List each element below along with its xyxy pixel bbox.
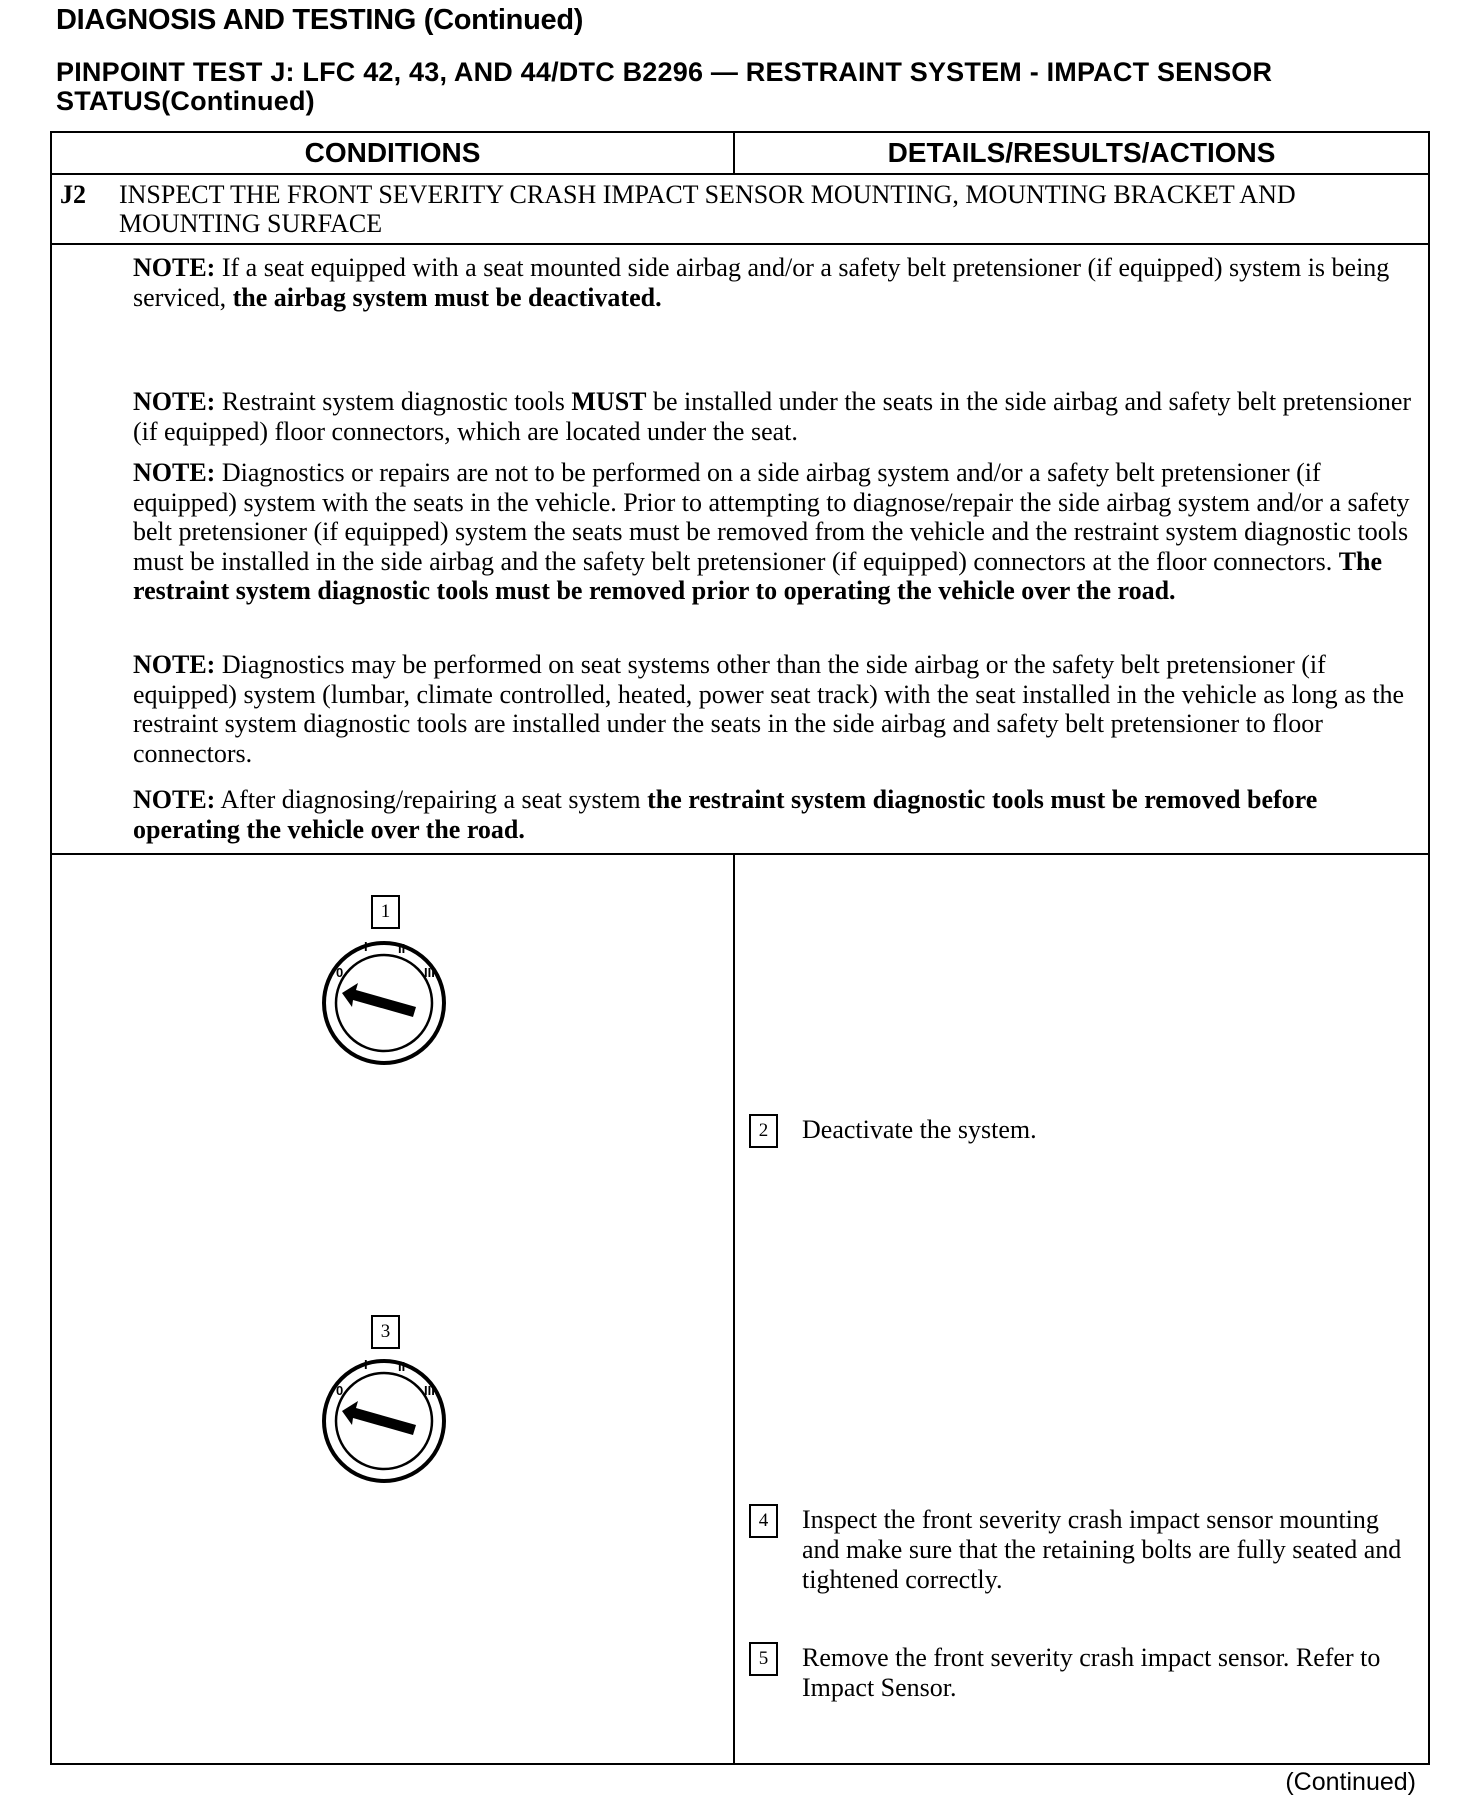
continued-label: (Continued) (1285, 1768, 1416, 1796)
ignition-mark-0: 0 (336, 1383, 344, 1398)
note-bold-text: The restraint system diagnostic tools must be removed prior to operating the vehicle over the road. (133, 546, 1383, 605)
action-text: Inspect the front severity crash impact sensor mounting and make sure that the retaining bolts are fully seated and tightened correctly. (802, 1505, 1402, 1594)
details-column-header: DETAILS/RESULTS/ACTIONS (887, 137, 1276, 168)
ignition-mark-3: III (424, 965, 435, 980)
step-id: J2 (60, 180, 86, 209)
note-bold-text: the restraint system diagnostic tools must be removed before operating the vehicle over the road. (133, 785, 1318, 844)
step-number-box: 2 (749, 1114, 778, 1148)
ignition-switch-icon (318, 937, 450, 1069)
note-text: After diagnosing/repairing a seat system (215, 785, 648, 814)
note-text: Restraint system diagnostic tools (215, 387, 572, 416)
step-title: INSPECT THE FRONT SEVERITY CRASH IMPACT SENSOR MOUNTING, MOUNTING BRACKET AND MOUNTING SURFACE (119, 180, 1296, 238)
note-paragraph (133, 785, 1422, 844)
note-bold-text: the airbag system must be deactivated. (232, 282, 662, 312)
note-text: Diagnostics may be performed on seat systems other than the side airbag or the safety belt pretensioner (if equipped) system (lumbar, climate controlled, heated, power seat track) with the seat installed in the vehicle as long as the restraint system diagnostic tools are installed under the seats in the side airbag and safety belt pretensioner to floor connectors. (133, 650, 1405, 768)
note-paragraph (133, 458, 1422, 606)
ignition-mark-3: III (424, 1383, 435, 1398)
pinpoint-test-table (50, 131, 1430, 1765)
step-number-box: 5 (749, 1642, 778, 1676)
column-divider (733, 855, 735, 1763)
note-text: Diagnostics or repairs are not to be performed on a side airbag system and/or a safety belt pretensioner (if equipped) system with the seats in the vehicle. Prior to attempting to diagnose/repair the side airbag system and/or a safety belt pretensioner (if equipped) system the seats must be removed from the vehicle and the restraint system diagnostic tools must be installed in the side airbag and the safety belt pretensioner (if equipped) connectors at the floor connectors. (133, 458, 1410, 576)
ignition-mark-0: 0 (336, 965, 344, 980)
note-label: NOTE: (133, 253, 216, 282)
section-title: DIAGNOSIS AND TESTING (Continued) (56, 4, 584, 36)
notes-section (52, 245, 1428, 855)
step-number-box: 1 (371, 895, 400, 929)
note-text: If a seat equipped with a seat mounted side airbag and/or a safety belt pretensioner (if equipped) system is being serviced, (133, 253, 1390, 312)
note-label: NOTE: (133, 458, 216, 487)
pinpoint-test-title: PINPOINT TEST J: LFC 42, 43, AND 44/DTC B2296 — RESTRAINT SYSTEM - IMPACT SENSOR STATUS(Continued) (56, 57, 1273, 116)
step-row (52, 175, 1428, 245)
steps-section (52, 855, 1428, 1763)
step-number-box: 4 (749, 1504, 778, 1538)
table-header-row (52, 133, 1428, 175)
note-label: NOTE: (133, 387, 216, 416)
conditions-column-header: CONDITIONS (304, 137, 481, 168)
ignition-mark-2: II (398, 1359, 406, 1374)
note-bold-text: MUST (571, 387, 647, 416)
note-paragraph (133, 253, 1422, 312)
ignition-mark-1: I (364, 1357, 368, 1372)
ignition-mark-2: II (398, 941, 406, 956)
step-number-box: 3 (371, 1315, 400, 1349)
note-paragraph (133, 387, 1422, 446)
ignition-switch-icon (318, 1355, 450, 1487)
note-text-tail: be installed under the seats in the side airbag and safety belt pretensioner (if equipped) floor connectors, which are located under the seat. (133, 387, 1412, 446)
note-label: NOTE: (133, 650, 216, 679)
note-label: NOTE: (133, 785, 216, 814)
note-paragraph (133, 650, 1422, 768)
action-text: Deactivate the system. (802, 1115, 1037, 1144)
ignition-mark-1: I (364, 939, 368, 954)
action-text: Remove the front severity crash impact sensor. Refer to Impact Sensor. (802, 1643, 1381, 1702)
